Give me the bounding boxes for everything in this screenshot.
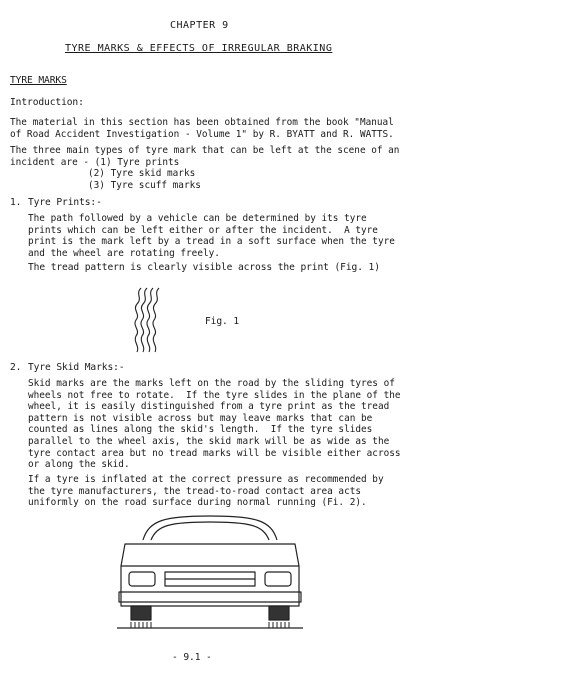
text-line: tyre contact area but no tread marks will be visible either across xyxy=(28,447,401,459)
item-heading: Tyre Skid Marks:- xyxy=(28,362,125,373)
text-line: the tyre manufacturers, the tread-to-road contact area acts xyxy=(28,485,362,497)
inflation-paragraph xyxy=(28,474,388,509)
chapter-heading: CHAPTER 9 xyxy=(170,20,229,31)
skid-marks-paragraph xyxy=(28,378,401,471)
item-number: 1. xyxy=(10,197,22,208)
car-front-figure xyxy=(115,510,305,636)
section-heading: TYRE MARKS xyxy=(10,75,67,86)
text-line: The material in this section has been obtained from the book "Manual xyxy=(10,117,394,128)
list-item: (3) Tyre scuff marks xyxy=(88,179,201,191)
text-line: prints which can be left either or after the incident. A tyre xyxy=(28,224,378,236)
tread-pattern-line: The tread pattern is clearly visible across the print (Fig. 1) xyxy=(28,262,380,273)
intro-paragraph xyxy=(10,117,394,140)
text-line: wheel, it is easily distinguished from a tyre print as the tread xyxy=(28,401,390,413)
types-intro xyxy=(10,145,400,168)
text-line: pattern is not visible across but may leave marks that can be xyxy=(28,412,373,424)
text-line: counted as lines along the skid's length. If the tyre slides xyxy=(28,424,373,436)
text-line: If a tyre is inflated at the correct pressure as recommended by xyxy=(28,474,384,485)
item-heading: Tyre Prints:- xyxy=(28,197,102,208)
text-line: The three main types of tyre mark that can be left at the scene of an xyxy=(10,145,400,156)
text-line: incident are - (1) Tyre prints xyxy=(10,156,180,168)
chapter-title: TYRE MARKS & EFFECTS OF IRREGULAR BRAKING xyxy=(65,43,333,54)
page-number: - 9.1 - xyxy=(172,652,212,663)
tyre-prints-paragraph xyxy=(28,213,395,259)
text-line: Skid marks are the marks left on the road by the sliding tyres of xyxy=(28,378,395,389)
figure-1-label: Fig. 1 xyxy=(205,316,240,327)
text-line: parallel to the wheel axis, the skid mark will be as wide as the xyxy=(28,435,390,447)
text-line: uniformly on the road surface during normal running (Fi. 2). xyxy=(28,497,367,509)
text-line: The path followed by a vehicle can be determined by its tyre xyxy=(28,213,367,224)
item-number: 2. xyxy=(10,362,22,373)
intro-label: Introduction: xyxy=(10,97,84,108)
text-line: of Road Accident Investigation - Volume 1" by R. BYATT and R. WATTS. xyxy=(10,128,394,140)
tyre-print-figure xyxy=(133,286,163,354)
text-line: or along the skid. xyxy=(28,459,130,471)
text-line: wheels not free to rotate. If the tyre slides in the plane of the xyxy=(28,389,401,401)
list-item: (2) Tyre skid marks xyxy=(88,168,196,179)
types-list xyxy=(88,168,201,191)
text-line: and the wheel are rotating freely. xyxy=(28,247,220,259)
text-line: print is the mark left by a tread in a soft surface when the tyre xyxy=(28,236,395,248)
